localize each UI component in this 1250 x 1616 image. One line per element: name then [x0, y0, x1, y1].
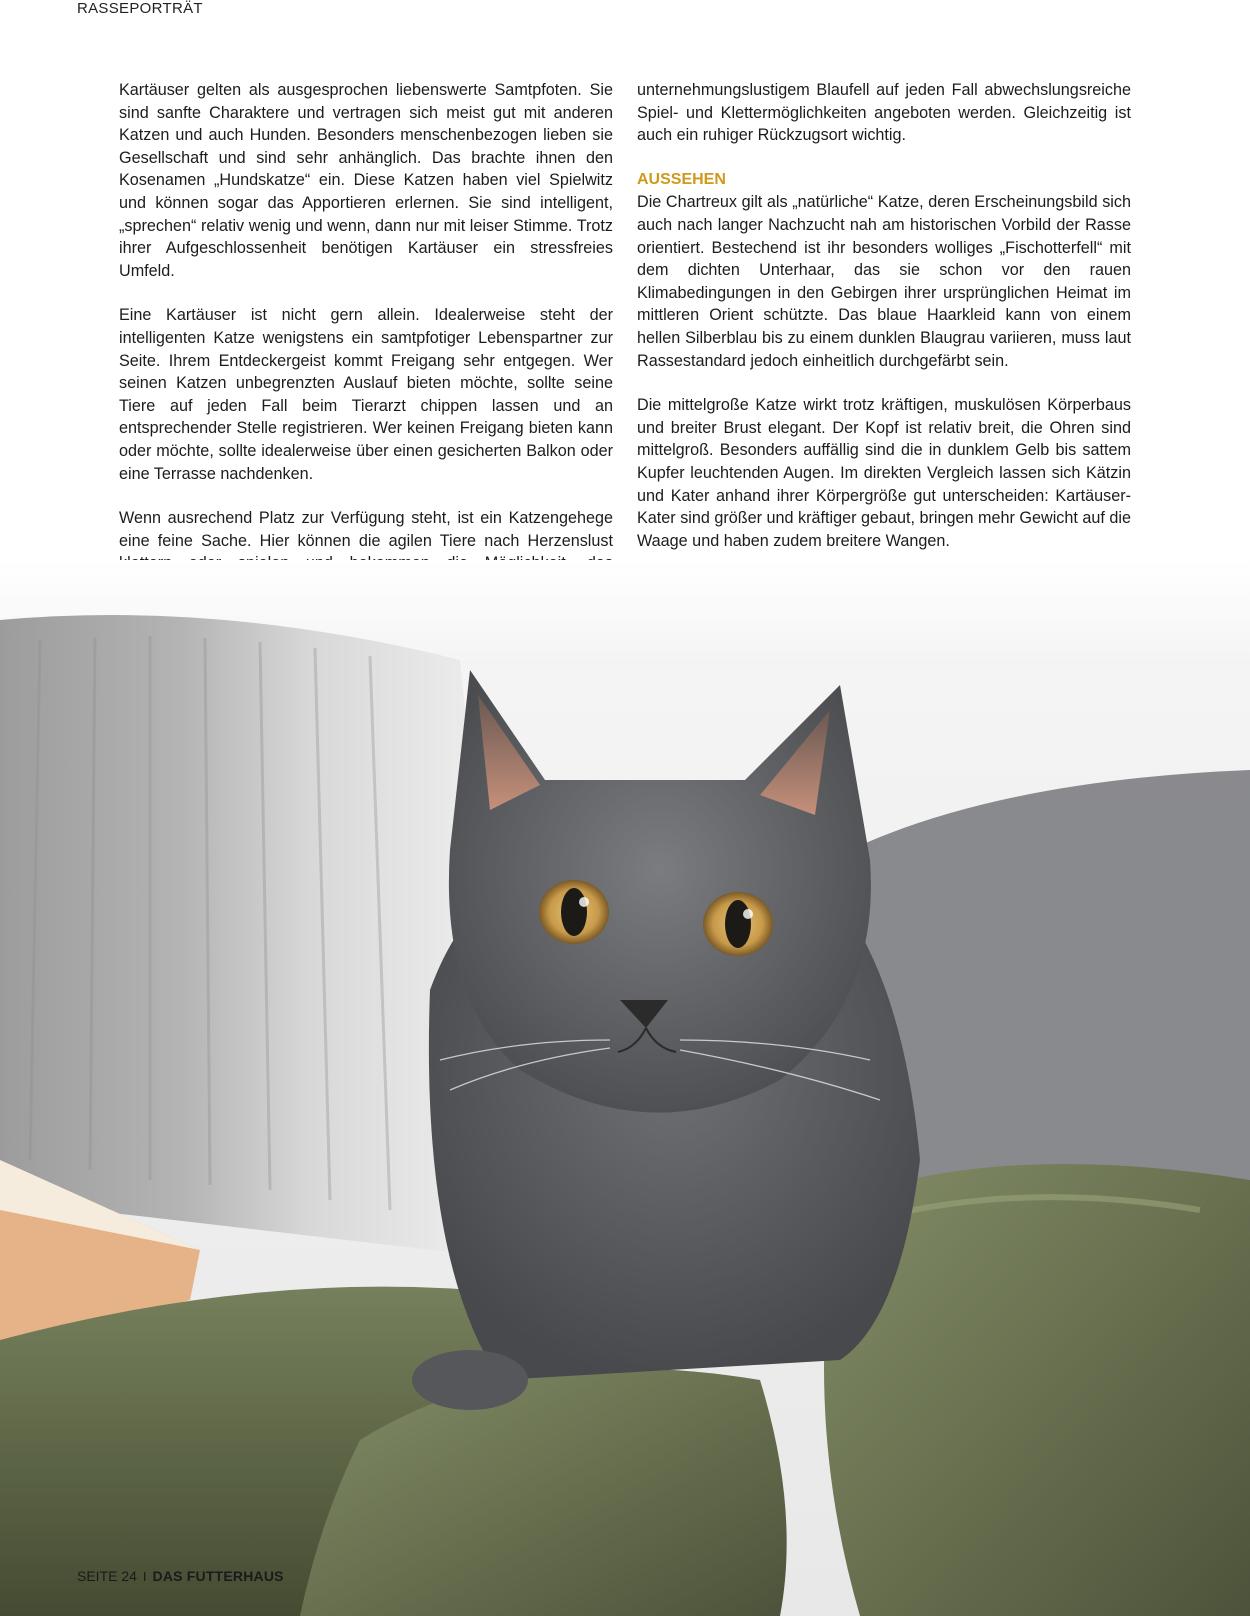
paragraph: Die Chartreux gilt als „natürliche“ Katze, deren Erscheinungsbild sich auch nach langer Nachzucht nah am historischen Vorbild der Rasse orientiert. Bestechend ist ihr besonders wolliges „Fischotterfell“ mit dem dichten Unterhaar, das sie schon vor den rauen Klimabedingungen in den Gebirgen ihrer ursprünglichen Heimat im mittleren Orient schützte. Das blaue Haarkleid kann von einem hellen Silberblau bis zu einem dunklen Blaugrau variieren, muss laut Rassestandard jedoch einheitlich durchgefärbt sein. [637, 193, 1131, 370]
paragraph: Eine Kartäuser ist nicht gern allein. Idealerweise steht der intelligenten Katze wenigstens ein samtpfotiger Lebenspartner zur Seite. Ihrem Entdeckergeist kommt Freigang sehr entgegen. Wer seinen Katzen unbegrenzten Auslauf bieten möchte, sollte seine Tiere auf jeden Fall beim Tierarzt chippen lassen und an entsprechender Stelle registrieren. Wer keinen Freigang bieten kann oder möchte, sollte idealerweise über einen gesicherten Balkon oder eine Terrasse nachdenken. [119, 306, 613, 483]
footer-separator: I [142, 1568, 147, 1584]
brand-name: DAS FUTTERHAUS [152, 1568, 284, 1584]
paragraph: Wenn ausrechend Platz zur Verfügung steht, ist ein Katzengehege eine feine Sache. Hier können die agilen Tiere nach Herzenslust [119, 509, 613, 550]
paragraph: unternehmungslustigem Blaufell auf jeden Fall abwechslungsreiche Spiel- und Klettermöglichkeiten angeboten werden. Gleichzeitig ist auch ein ruhiger Rückzugsort wichtig. [637, 81, 1131, 145]
page-footer [77, 1568, 284, 1584]
right-column [637, 79, 1131, 642]
cat-photo [0, 560, 1250, 1616]
page-number: SEITE 24 [77, 1568, 137, 1584]
paragraph: Die mittelgroße Katze wirkt trotz kräftigen, muskulösen Körperbaus und breiter Brust elegant. Der Kopf ist relativ breit, die Ohren sind mittelgroß. Besonders auffällig sind die in dunklem Gelb bis sattem Kupfer leuchtenden Augen. Im direkten Vergleich lassen sich Kätzin und Kater anhand ihrer Körpergröße gut unterscheiden: Kartäuser-Kater sind größer und kräftiger gebaut, bringen mehr Gewicht auf die Waage und haben zudem breitere Wangen. [637, 396, 1131, 550]
left-column [119, 79, 613, 642]
section-label: RASSEPORTRÄT [77, 0, 203, 17]
article-columns [119, 79, 1131, 642]
section-heading: AUSSEHEN [637, 170, 726, 188]
paragraph: Kartäuser gelten als ausgesprochen liebenswerte Samtpfoten. Sie sind sanfte Charaktere und vertragen sich meist gut mit anderen Katzen und auch Hunden. Besonders menschenbezogen lieben sie Gesellschaft und sind sehr anhänglich. Das brachte ihnen den Kosenamen „Hundskatze“ ein. Diese Katzen haben viel Spielwitz und können sogar das Apportieren erlernen. Sie sind intelligent, „sprechen“ relativ wenig und wenn, dann nur mit leiser Stimme. Trotz ihrer Aufgeschlossenheit benötigen Kartäuser ein stressfreies Umfeld. [119, 81, 613, 280]
